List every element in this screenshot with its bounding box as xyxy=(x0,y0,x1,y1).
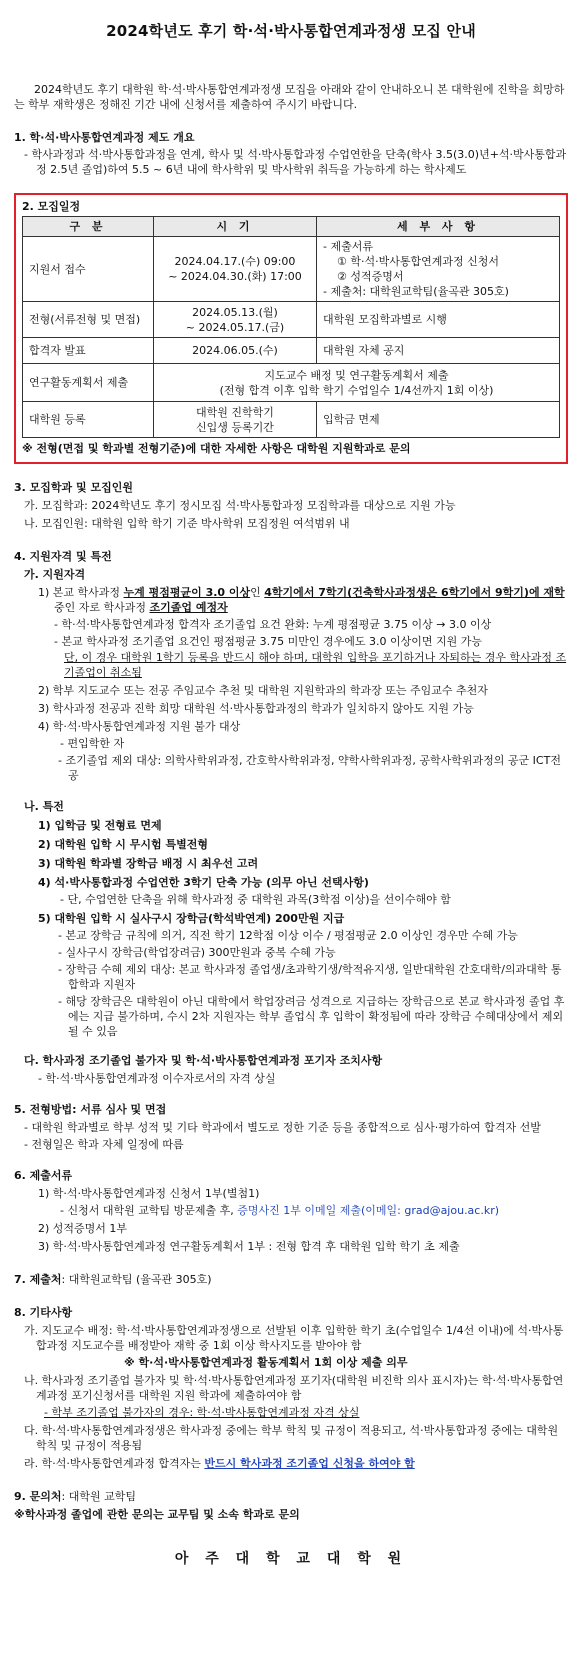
section-4-ga: 가. 지원자격 xyxy=(24,568,86,581)
benefit-5-detail: - 본교 장학금 규칙에 의거, 직전 학기 12학점 이상 이수 / 평점평균 2.0 이상인 경우만 수혜 가능 xyxy=(58,929,518,942)
submission-text: - 신청서 대학원 교학팀 방문제출 후, xyxy=(60,1204,238,1217)
table-header-row xyxy=(23,217,560,237)
section-3-heading: 3. 모집학과 및 모집인원 xyxy=(14,481,133,494)
benefit-3: 3) 대학원 학과별 장학금 배정 시 최우선 고려 xyxy=(38,857,259,870)
section-8-item-d xyxy=(14,1456,568,1471)
benefit-5: 5) 대학원 입학 시 실사구시 장학금(학석박연계) 200만원 지급 xyxy=(38,912,345,925)
section-6-heading: 6. 제출서류 xyxy=(14,1169,73,1182)
section-3-item-b: 나. 모집인원: 대학원 입학 학기 기준 박사학위 모집정원 여석범위 내 xyxy=(24,517,350,530)
col-header-category: 구 분 xyxy=(23,217,154,237)
detail-line: ② 성적증명서 xyxy=(337,270,404,283)
schedule-table xyxy=(22,216,560,438)
row-detail: 대학원 모집학과별로 시행 xyxy=(317,302,560,338)
row-detail: 입학금 면제 xyxy=(317,402,560,438)
section-8-item-a: 가. 지도교수 배정: 학·석·박사통합연계과정생으로 선발된 이후 입학한 학기 초(수업일수 1/4선 이내)에 석·박사통합과정 지도교수를 배정받아 재학 중 1회 이상 학사지도를 받아야 함 xyxy=(24,1324,564,1352)
section-4-heading: 4. 지원자격 및 특전 xyxy=(14,550,112,563)
q1-text: 인 xyxy=(250,586,265,599)
qualification-1-detail: - 본교 학사과정 조기졸업 요건인 평점평균 3.75 미만인 경우에도 3.0 이상이면 지원 가능 xyxy=(54,635,482,648)
table-row xyxy=(23,402,560,438)
item-d-emphasis: 반드시 학사과정 조기졸업 신청을 하여야 함 xyxy=(204,1457,415,1470)
schedule-note: ※ 전형(면접 및 학과별 전형기준)에 대한 자세한 사항은 대학원 지원학과로 문의 xyxy=(22,442,411,455)
benefit-4-detail: - 단, 수업연한 단축을 위해 학사과정 중 대학원 과목(3학점 이상)을 선이수해야 함 xyxy=(60,893,451,906)
period-start: 2024.05.13.(월) xyxy=(192,305,278,319)
row-period xyxy=(154,402,317,438)
section-6-item-1: 1) 학·석·박사통합연계과정 신청서 1부(별첨1) xyxy=(38,1187,260,1200)
section-7 xyxy=(14,1272,568,1287)
q1-text: 1) 본교 학사과정 xyxy=(38,586,124,599)
section-9-note: ※학사과정 졸업에 관한 문의는 교무팀 및 소속 학과로 문의 xyxy=(14,1508,300,1521)
section-5-item-b: - 전형일은 학과 자체 일정에 따름 xyxy=(24,1138,184,1151)
benefit-1: 1) 입학금 및 전형료 면제 xyxy=(38,819,162,832)
detail-line: - 제출서류 xyxy=(323,240,373,253)
row-detail: 대학원 자체 공지 xyxy=(317,338,560,364)
q1-text: 중인 자로 학사과정 xyxy=(54,601,150,614)
row-period xyxy=(154,237,317,302)
benefits-heading: 나. 특전 xyxy=(24,800,64,813)
row-label: 합격자 발표 xyxy=(23,338,154,364)
row-period xyxy=(154,302,317,338)
schedule-box xyxy=(14,193,568,464)
col-header-period: 시 기 xyxy=(154,217,317,237)
section-6-item-3: 3) 학·석·박사통합연계과정 연구활동계획서 1부 : 전형 합격 후 대학원 입학 학기 초 제출 xyxy=(38,1240,460,1253)
table-row xyxy=(23,237,560,302)
section-8-item-a-note: ※ 학·석·박사통합연계과정 활동계획서 1회 이상 제출 의무 xyxy=(124,1356,408,1369)
section-8-heading: 8. 기타사항 xyxy=(14,1306,73,1319)
period-start: 2024.04.17.(수) 09:00 xyxy=(174,255,296,268)
section-4-da-item: - 학·석·박사통합연계과정 이수자로서의 자격 상실 xyxy=(38,1072,276,1085)
section-6-item-2: 2) 성적증명서 1부 xyxy=(38,1222,128,1235)
merged-line: (전형 합격 이후 입학 학기 수업일수 1/4선까지 1회 이상) xyxy=(219,383,494,397)
merged-line: 지도교수 배정 및 연구활동계획서 제출 xyxy=(264,368,449,382)
q1-early-grad: 조기졸업 예정자 xyxy=(149,601,228,614)
row-detail xyxy=(317,237,560,302)
section-7-value: : 대학원교학팀 (율곡관 305호) xyxy=(61,1273,212,1286)
section-5-heading: 5. 전형방법: 서류 심사 및 면접 xyxy=(14,1103,167,1116)
qualification-4-a: - 편입학한 자 xyxy=(60,737,125,750)
q1-semester: 4학기에서 7학기(건축학사과정생은 6학기에서 9학기)에 재학 xyxy=(264,586,565,599)
table-row xyxy=(23,302,560,338)
row-label: 지원서 접수 xyxy=(23,237,154,302)
section-8-item-b: 나. 학사과정 조기졸업 불가자 및 학·석·박사통합연계과정 포기자(대학원 비진학 의사 표시자)는 학·석·박사통합연계과정 포기신청서를 대학원 지원 학과에 제출하여야 함 xyxy=(24,1374,564,1402)
row-label: 전형(서류전형 및 면접) xyxy=(23,302,154,338)
col-header-detail: 세 부 사 항 xyxy=(317,217,560,237)
section-2-heading: 2. 모집일정 xyxy=(22,200,81,213)
section-9 xyxy=(14,1489,568,1504)
period-start: 대학원 진학학기 xyxy=(196,405,274,419)
section-4-na xyxy=(14,799,568,814)
qualification-3: 3) 학사과정 전공과 진학 희망 대학원 석·박사통합과정의 학과가 일치하지 않아도 지원 가능 xyxy=(38,702,474,715)
qualification-1-caution: 단, 이 경우 대학원 1학기 등록을 반드시 해야 하며, 대학원 입학을 포기하거나 자퇴하는 경우 학사과정 조기졸업이 취소됨 xyxy=(64,651,567,679)
benefit-2: 2) 대학원 입학 시 무시험 특별전형 xyxy=(38,838,208,851)
section-4-da: 다. 학사과정 조기졸업 불가자 및 학·석·박사통합연계과정 포기자 조치사항 xyxy=(24,1054,383,1067)
section-8-item-b-note: - 학부 조기졸업 불가자의 경우: 학·석·박사통합연계과정 자격 상실 xyxy=(44,1406,360,1419)
period-end: ~ 2024.05.17.(금) xyxy=(185,320,285,334)
email-submission-text: 증명사진 1부 이메일 제출(이메일: grad@ajou.ac.kr) xyxy=(237,1204,500,1217)
qualification-1 xyxy=(14,585,568,615)
qualification-4-b: - 조기졸업 제외 대상: 의학사학위과정, 간호학사학위과정, 약학사학위과정, 공학사학위과정의 공군 ICT전공 xyxy=(58,754,561,782)
table-row xyxy=(23,364,560,402)
section-3-item-a: 가. 모집학과: 2024학년도 후기 정시모집 석·박사통합과정 모집학과를 대상으로 지원 가능 xyxy=(24,499,456,512)
item-d-text: 라. 학·석·박사통합연계과정 합격자는 xyxy=(24,1457,205,1470)
row-period: 2024.06.05.(수) xyxy=(154,338,317,364)
section-9-heading: 9. 문의처 xyxy=(14,1490,62,1503)
table-row xyxy=(23,338,560,364)
period-end: 신입생 등록기간 xyxy=(196,420,274,434)
benefit-5-detail: - 해당 장학금은 대학원이 아닌 대학에서 학업장려금 성격으로 지급하는 장학금으로 본교 학사과정 졸업 후에는 지급 불가하며, 수시 2차 지원자는 학부 졸업식 후 입학이 확정됨에 따라 장학금 수혜대상에서 제외될 수 있음 xyxy=(58,995,565,1038)
section-9-value: : 대학원 교학팀 xyxy=(61,1490,137,1503)
section-1-body: - 학사과정과 석·박사통합과정을 연계, 학사 및 석·박사통합과정 수업연한을 단축(학사 3.5(3.0)년+석·박사통합과정 2.5년 졸업)하여 5.5 ~ 6년 내에 학사학위 및 박사학위 취득을 가능하게 하는 학사제도 xyxy=(24,148,567,176)
section-5-item-a: - 대학원 학과별로 학부 성적 및 기타 학과에서 별도로 정한 기준 등을 종합적으로 심사·평가하여 합격자 선발 xyxy=(24,1121,541,1134)
section-6-item-1-detail xyxy=(14,1203,568,1218)
intro-paragraph: 2024학년도 후기 대학원 학·석·박사통합연계과정생 모집을 아래와 같이 안내하오니 본 대학원에 진학을 희망하는 학부 재학생은 정해진 기간 내에 신청서를 제출하여 주시기 바랍니다. xyxy=(14,83,565,111)
benefit-5-detail: - 장학금 수혜 제외 대상: 본교 학사과정 졸업생/초과학기생/학적유지생, 일반대학원 간호대학/의과대학 통합학과 지원자 xyxy=(58,963,562,991)
detail-line: - 제출처: 대학원교학팀(율곡관 305호) xyxy=(323,285,509,298)
qualification-4: 4) 학·석·박사통합연계과정 지원 불가 대상 xyxy=(38,720,241,733)
qualification-2: 2) 학부 지도교수 또는 전공 주임교수 추천 및 대학원 지원학과의 학과장 또는 주임교수 추천자 xyxy=(38,684,488,697)
page-title: 2024학년도 후기 학·석·박사통합연계과정생 모집 안내 xyxy=(106,22,476,40)
section-1-heading: 1. 학·석·박사통합연계과정 제도 개요 xyxy=(14,131,195,144)
benefit-5-detail: - 실사구시 장학금(학업장려금) 300만원과 중복 수혜 가능 xyxy=(58,946,336,959)
section-8-item-c: 다. 학·석·박사통합연계과정생은 학사과정 중에는 학부 학칙 및 규정이 적용되고, 석·박사통합과정 중에는 대학원 학칙 및 규정이 적용됨 xyxy=(24,1424,559,1452)
benefit-4: 4) 석·박사통합과정 수업연한 3학기 단축 가능 (의무 아닌 선택사항) xyxy=(38,876,369,889)
q1-gpa: 누계 평점평균이 3.0 이상 xyxy=(123,586,251,599)
period-end: ~ 2024.04.30.(화) 17:00 xyxy=(168,270,302,283)
row-merged xyxy=(154,364,560,402)
section-7-heading: 7. 제출처 xyxy=(14,1273,62,1286)
university-footer: 아 주 대 학 교 대 학 원 xyxy=(174,1551,408,1567)
row-label: 연구활동계획서 제출 xyxy=(23,364,154,402)
row-label: 대학원 등록 xyxy=(23,402,154,438)
qualification-1-detail: - 학·석·박사통합연계과정 합격자 조기졸업 요건 완화: 누계 평점평균 3.75 이상 → 3.0 이상 xyxy=(54,618,492,631)
detail-line: ① 학·석·박사통합연계과정 신청서 xyxy=(337,255,499,268)
